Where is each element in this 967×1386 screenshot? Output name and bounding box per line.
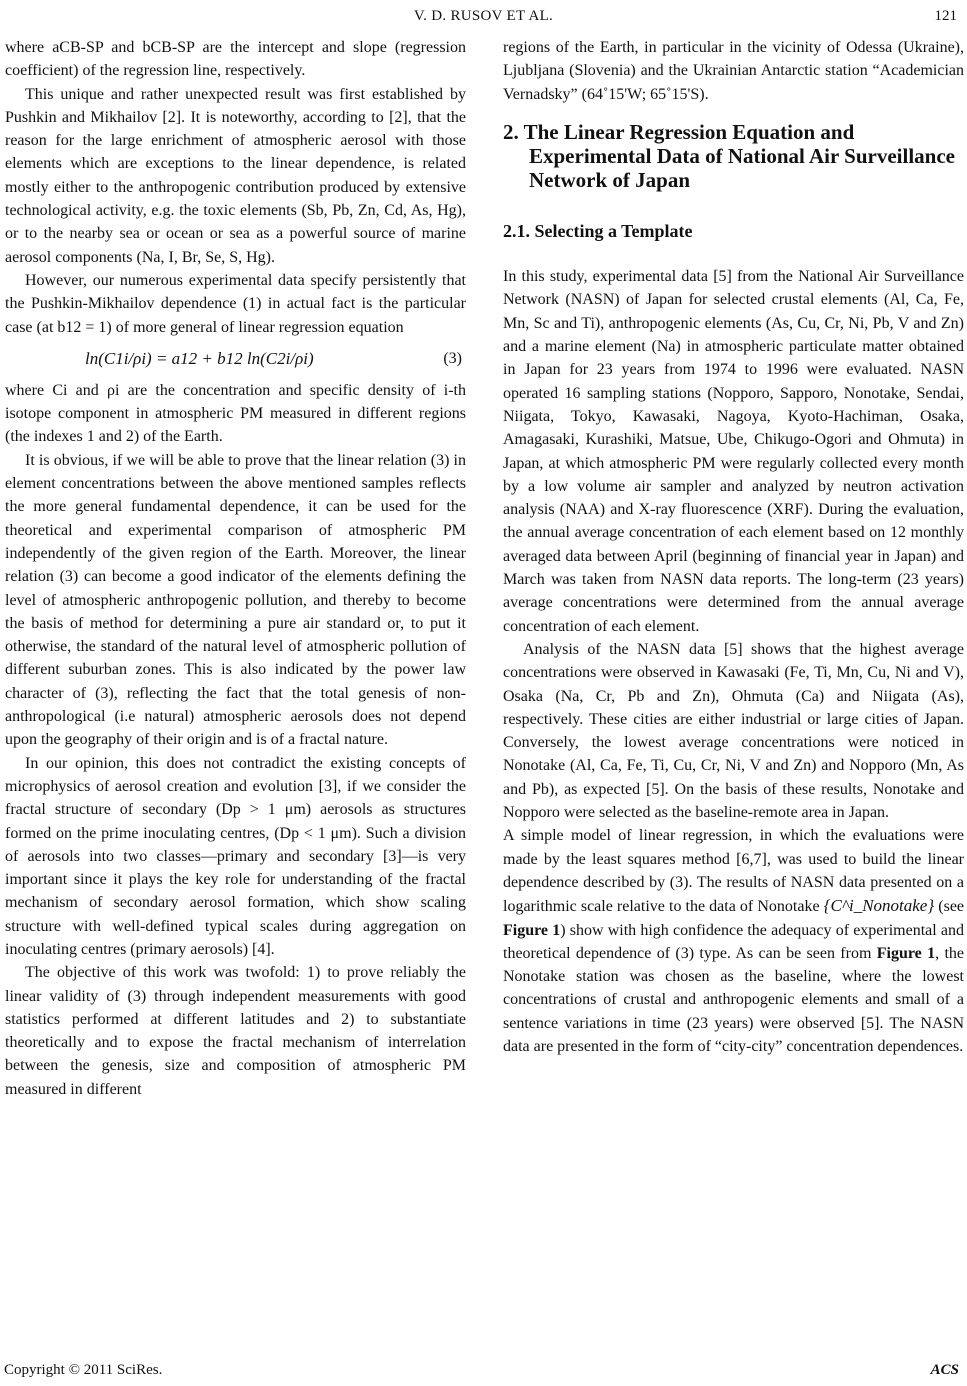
text-run: , the Nonotake station was chosen as the baseline, where the lowest concentrations of crustal and anthropogenic elements and small of a sentence variations in time (23 years) were observed [5]. The NASN data are presented in the form of “city-city” concentration dependences. (503, 944, 964, 1055)
text-run: (see (938, 898, 965, 916)
paragraph: It is obvious, if we will be able to prove that the linear relation (3) in element concentrations between the above mentioned samples reflects the more general fundamental dependence, it can be used for the theoretical and experimental comparison of atmospheric PM independently of the given region of the Earth. Moreover, the linear relation (3) can become a good indicator of the elements defining the level of atmospheric anthropogenic pollution, and thereby to become the basis of method for determining a pure air standard or, to put it otherwise, the standard of the natural level of atmospheric pollution of different suburban zones. This is also indicated by the power law character of (3), reflecting the fact that the total genesis of non-anthropological (i.e natural) atmospheric aerosols does not depend upon the geography of their origin and is of a fractal nature. (5, 451, 466, 749)
equation-formula: ln(C1i/ρi) = a12 + b12 ln(C2i/ρi) (85, 349, 314, 369)
page-number: 121 (934, 8, 957, 24)
paragraph: regions of the Earth, in particular in the vicinity of Odessa (Ukraine), Ljubljana (Slovenia) and the Ukrainian Antarctic station “Academician Vernadsky” (64˚15'W; 65˚15'S). (503, 39, 964, 103)
paragraph: where Ci and ρi are the concentration and specific density of i-th isotope component in atmospheric PM measured in different regions (the indexes 1 and 2) of the Earth. (5, 381, 466, 446)
right-column (503, 36, 964, 1058)
figure-ref[interactable]: Figure 1 (503, 921, 561, 939)
concentration-symbol: {C^i_Nonotake} (823, 896, 935, 916)
running-head: V. D. RUSOV ET AL. (413, 8, 554, 24)
text-run: A simple model of linear regression, in which the evaluations were made by the least squares method [6,7], was used to build the linear dependence described by (3). The results of NASN data presented on a logarithmic scale relative to the data of Nonotake (503, 827, 964, 916)
journal-abbrev: ACS (930, 1362, 959, 1378)
paragraph: In our opinion, this does not contradict the existing concepts of microphysics of aerosol creation and evolution [3], if we consider the fractal structure of secondary (Dp > 1 μm) aerosols as structures formed on the prime inoculating centres, (Dp < 1 μm). Such a division of aerosols into two classes—primary and secondary [3]—is very important since it plays the key role for understanding of the fractal mechanism of secondary aerosol formation, which show scaling structure with well-defined typical scales during aggregation on inoculating centres (primary aerosols) [4]. (5, 754, 466, 958)
paragraph: Analysis of the NASN data [5] shows that the highest average concentrations were observed in Kawasaki (Fe, Ti, Mn, Cu, Ni and V), Osaka (Na, Cr, Pb and Zn), Ohmuta (Ca) and Niigata (As), respectively. These cities are either industrial or large cities of Japan. Conversely, the lowest average concentrations were noticed in Nonotake (Al, Ca, Fe, Ti, Cu, Cr, Ni, V and Zn) and Nopporo (Mn, As and Pb), as expected [5]. On the basis of these results, Nonotake and Nopporo were selected as the baseline-remote area in Japan. (503, 640, 964, 822)
paragraph (503, 824, 964, 1058)
paragraph: However, our numerous experimental data specify persistently that the Pushkin-Mikhailov dependence (1) in actual fact is the particular case (at b12 = 1) of more general of linear regression equation (5, 271, 466, 336)
copyright-notice: Copyright © 2011 SciRes. (4, 1362, 163, 1378)
left-column (5, 36, 466, 1101)
equation-3 (5, 339, 466, 379)
paragraph: In this study, experimental data [5] from the National Air Surveillance Network (NASN) of Japan for selected crustal elements (Al, Ca, Fe, Mn, Sc and Ti), anthropogenic elements (As, Cu, Cr, Ni, Pb, V and Zn) and a marine element (Na) in atmospheric particulate matter obtained in Japan for 23 years from 1974 to 1996 were evaluated. NASN operated 16 sampling stations (Nopporo, Sapporo, Nonotake, Sendai, Niigata, Tokyo, Kawasaki, Nagoya, Kyoto-Hachiman, Osaka, Amagasaki, Kurashiki, Matsue, Ube, Chikugo-Ogori and Ohmuta) in Japan, at which atmospheric PM were regularly collected every month by a low volume air sampler and analyzed by neutron activation analysis (NAA) and X-ray fluorescence (XRF). During the evaluation, the annual average concentration of each element based on 12 monthly averaged data between April (beginning of financial year in Japan) and March was taken from NASN data reports. The long-term (23 years) average concentrations were determined from the annual average concentration of each element. (503, 268, 964, 635)
paragraph: where aCB-SP and bCB-SP are the intercept and slope (regression coefficient) of the regression line, respectively. (5, 39, 466, 80)
equation-number: (3) (443, 350, 462, 368)
page-header (0, 6, 967, 28)
subsection-title: 2.1. Selecting a Template (503, 220, 693, 241)
text-run: ) show with high confidence the adequacy of experimental and theoretical dependence of (3) type. As can be seen from (503, 921, 965, 962)
paragraph: The objective of this work was twofold: 1) to prove reliably the linear validity of (3) through independent measurements with good statistics performed at different latitudes and 2) to substantiate theoretically and to expose the fractal mechanism of interrelation between the genesis, size and composition of atmospheric PM measured in different (5, 964, 466, 1098)
paragraph: This unique and rather unexpected result was first established by Pushkin and Mikhailov [2]. It is noteworthy, according to [2], that the reason for the large enrichment of atmospheric aerosol with those elements which are exceptions to the linear dependence, is related mostly either to the anthropogenic contribution produced by extensive technological activity, e.g. the toxic elements (Sb, Pb, Zn, Cd, As, Hg), or to the nearby sea or ocean or sea as a powerful source of marine aerosol components (Na, I, Br, Se, S, Hg). (5, 85, 466, 266)
section-title: 2. The Linear Regression Equation and Experimental Data of National Air Surveillance Network of Japan (503, 119, 955, 192)
figure-ref[interactable]: Figure 1 (876, 944, 936, 962)
